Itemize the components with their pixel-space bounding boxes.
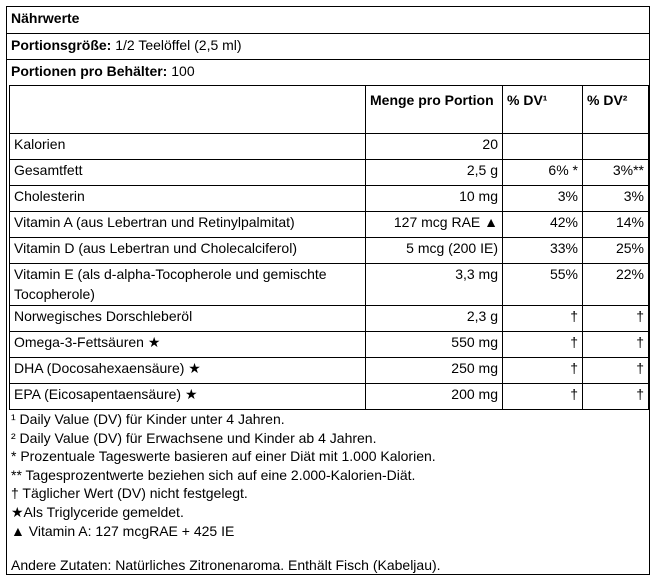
footnote-spacer bbox=[11, 540, 645, 556]
table-row bbox=[10, 134, 649, 160]
column-header-amount: Menge pro Portion bbox=[366, 86, 503, 134]
nutrient-amount: 20 bbox=[366, 134, 503, 160]
table-row bbox=[10, 384, 649, 410]
footnotes bbox=[11, 410, 645, 575]
nutrient-dv2: 3% bbox=[583, 186, 649, 212]
nutrient-dv2 bbox=[583, 134, 649, 160]
nutrient-amount: 2,3 g bbox=[366, 306, 503, 332]
nutrient-amount: 200 mg bbox=[366, 384, 503, 410]
column-header-nutrient bbox=[10, 86, 366, 134]
footnote: ▲ Vitamin A: 127 mcgRAE + 425 IE bbox=[11, 522, 235, 539]
serving-size-row bbox=[7, 34, 649, 60]
table-row bbox=[10, 264, 649, 306]
nutrient-dv1: 6% * bbox=[503, 160, 583, 186]
nutrition-facts-panel bbox=[6, 6, 650, 575]
nutrient-name: Kalorien bbox=[10, 134, 366, 160]
serving-size-label: Portionsgröße: bbox=[11, 37, 112, 53]
servings-per-container-label: Portionen pro Behälter: bbox=[11, 63, 168, 79]
nutrient-dv2: 25% bbox=[583, 238, 649, 264]
nutrient-rows bbox=[10, 134, 649, 410]
nutrient-name: Gesamtfett bbox=[10, 160, 366, 186]
nutrient-name: DHA (Docosahexaensäure) ★ bbox=[10, 358, 366, 384]
nutrient-amount: 5 mcg (200 IE) bbox=[366, 238, 503, 264]
table-row bbox=[10, 332, 649, 358]
other-ingredients: Andere Zutaten: Natürliches Zitronenaroma. Enthält Fisch (Kabeljau). bbox=[11, 557, 441, 574]
servings-per-container-row bbox=[7, 60, 649, 85]
footnote: ** Tagesprozentwerte beziehen sich auf eine 2.000-Kalorien-Diät. bbox=[11, 466, 416, 483]
nutrient-dv1: 42% bbox=[503, 212, 583, 238]
nutrient-dv1: † bbox=[503, 332, 583, 358]
table-row bbox=[10, 160, 649, 186]
nutrient-name: Cholesterin bbox=[10, 186, 366, 212]
nutrient-dv2: † bbox=[583, 332, 649, 358]
nutrient-dv2: 14% bbox=[583, 212, 649, 238]
nutrient-dv1: 3% bbox=[503, 186, 583, 212]
nutrient-dv1: 33% bbox=[503, 238, 583, 264]
nutrient-dv2: † bbox=[583, 358, 649, 384]
nutrient-dv2: † bbox=[583, 384, 649, 410]
servings-per-container-value: 100 bbox=[171, 63, 195, 79]
footnote: † Täglicher Wert (DV) nicht festgelegt. bbox=[11, 485, 248, 502]
footnote: ¹ Daily Value (DV) für Kinder unter 4 Jahren. bbox=[11, 411, 285, 427]
nutrient-dv1 bbox=[503, 134, 583, 160]
nutrient-name: Vitamin E (als d-alpha-Tocopherole und gemischte Tocopherole) bbox=[10, 264, 366, 306]
footnote: ★Als Triglyceride gemeldet. bbox=[11, 503, 184, 520]
table-row bbox=[10, 238, 649, 264]
serving-size-value: 1/2 Teelöffel (2,5 ml) bbox=[115, 37, 242, 53]
nutrient-dv1: † bbox=[503, 306, 583, 332]
nutrient-name: Vitamin D (aus Lebertran und Cholecalciferol) bbox=[10, 238, 366, 264]
nutrient-amount: 127 mcg RAE ▲ bbox=[366, 212, 503, 238]
nutrient-amount: 2,5 g bbox=[366, 160, 503, 186]
footnote: * Prozentuale Tageswerte basieren auf einer Diät mit 1.000 Kalorien. bbox=[11, 448, 436, 465]
panel-title-row bbox=[7, 7, 649, 34]
table-row bbox=[10, 306, 649, 332]
table-header-row bbox=[10, 86, 649, 134]
column-header-dv1: % DV¹ bbox=[503, 86, 583, 134]
nutrient-name: EPA (Eicosapentaensäure) ★ bbox=[10, 384, 366, 410]
nutrient-dv2: † bbox=[583, 306, 649, 332]
nutrient-table bbox=[9, 85, 649, 410]
nutrient-amount: 250 mg bbox=[366, 358, 503, 384]
table-row bbox=[10, 358, 649, 384]
footnote: ² Daily Value (DV) für Erwachsene und Kinder ab 4 Jahren. bbox=[11, 429, 377, 446]
nutrient-dv1: † bbox=[503, 384, 583, 410]
nutrient-dv2: 3%** bbox=[583, 160, 649, 186]
panel-title: Nährwerte bbox=[11, 10, 80, 26]
nutrient-name: Norwegisches Dorschleberöl bbox=[10, 306, 366, 332]
table-row bbox=[10, 186, 649, 212]
nutrient-amount: 10 mg bbox=[366, 186, 503, 212]
nutrient-dv2: 22% bbox=[583, 264, 649, 306]
footnote-list bbox=[11, 410, 645, 540]
nutrient-dv1: † bbox=[503, 358, 583, 384]
column-header-dv2: % DV² bbox=[583, 86, 649, 134]
nutrient-name: Omega-3-Fettsäuren ★ bbox=[10, 332, 366, 358]
nutrient-amount: 3,3 mg bbox=[366, 264, 503, 306]
table-row bbox=[10, 212, 649, 238]
nutrient-dv1: 55% bbox=[503, 264, 583, 306]
nutrient-amount: 550 mg bbox=[366, 332, 503, 358]
nutrient-name: Vitamin A (aus Lebertran und Retinylpalmitat) bbox=[10, 212, 366, 238]
